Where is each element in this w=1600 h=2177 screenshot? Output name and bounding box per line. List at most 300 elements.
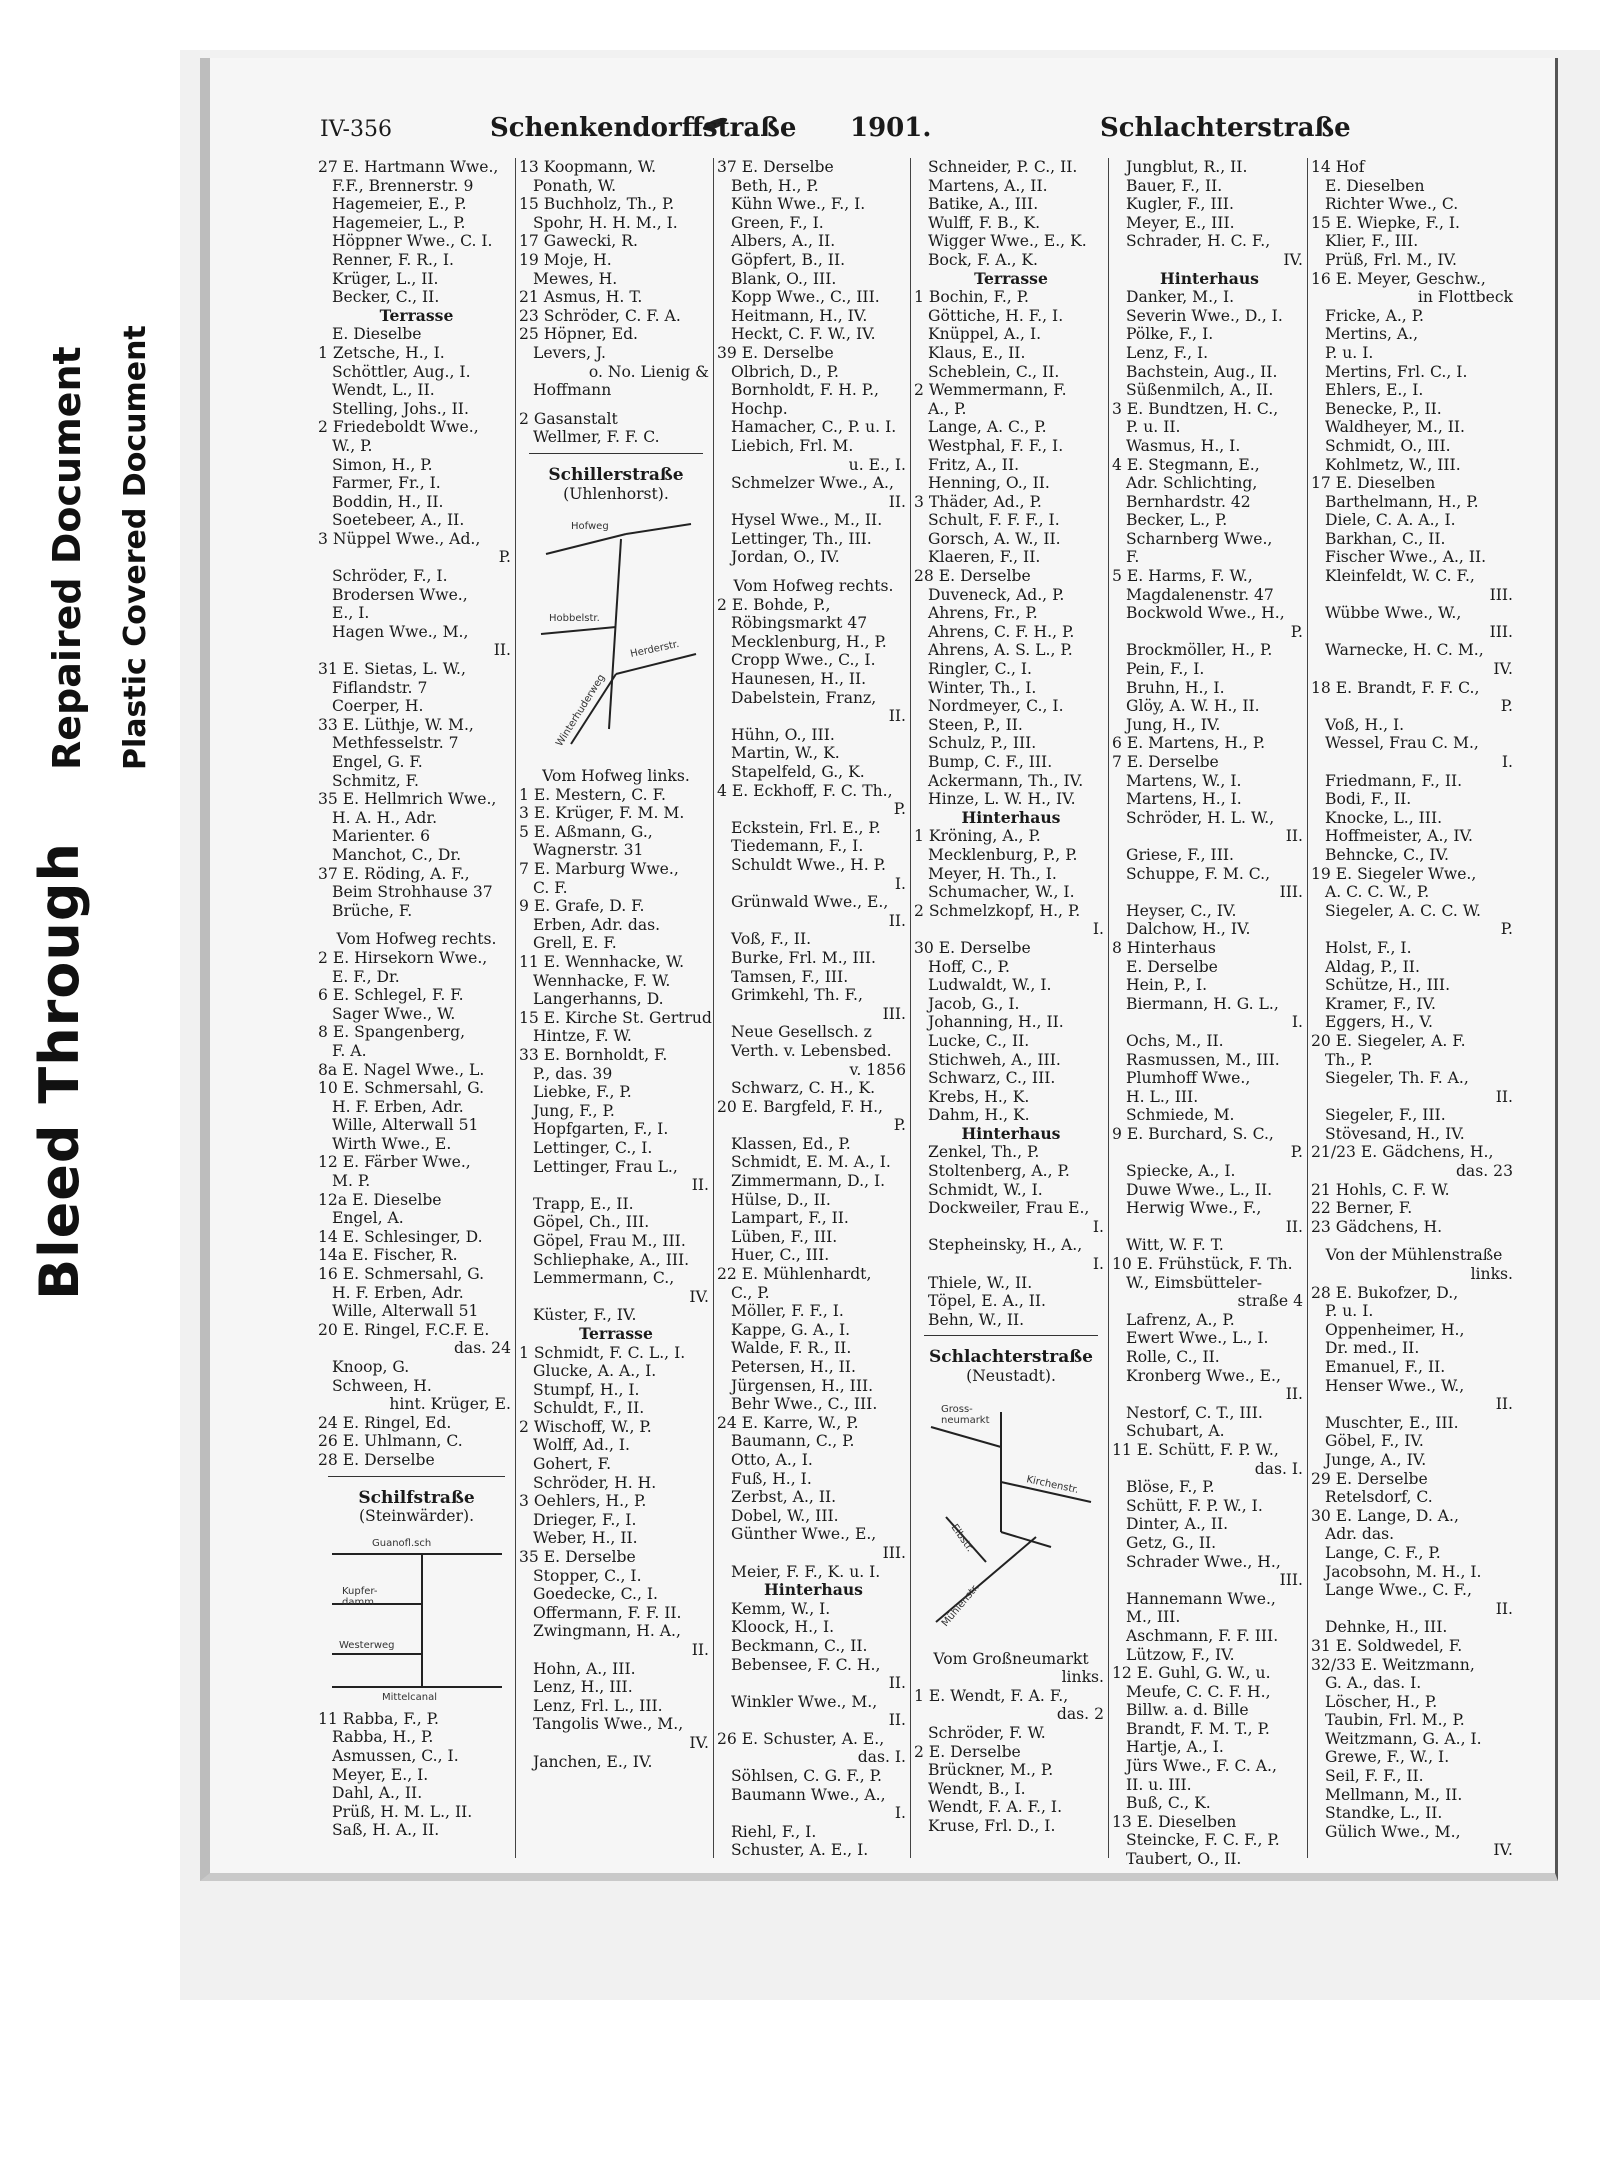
resident-entry: Ochs, M., II. bbox=[1126, 1031, 1224, 1050]
resident-entry: Zwingmann, H. A., bbox=[533, 1622, 681, 1641]
resident-entry: Drieger, F., I. bbox=[533, 1510, 637, 1529]
resident-entry: Junge, A., IV. bbox=[1325, 1450, 1427, 1469]
header-street-left: Schenkendorffstraße bbox=[490, 113, 797, 143]
entry-continuation: II. bbox=[1495, 1395, 1513, 1414]
entry-continuation: II. bbox=[888, 1674, 906, 1693]
street-heading: Schlachterstraße bbox=[929, 1347, 1093, 1368]
resident-entry: Mewes, H. bbox=[533, 269, 618, 288]
resident-entry: Scheblein, C., II. bbox=[928, 362, 1060, 381]
label-plastic-covered: Plastic Covered Document bbox=[118, 325, 153, 770]
map-label-kupferdamm: Kupfer-damm bbox=[341, 1585, 377, 1608]
resident-entry: Bock, F. A., K. bbox=[928, 250, 1038, 269]
house-entry: 3 E. Bundtzen, H. C., bbox=[1112, 399, 1279, 418]
resident-entry: H. F. Erben, Adr. bbox=[332, 1097, 464, 1116]
directory-column bbox=[1307, 158, 1517, 1858]
resident-entry: Hagen Wwe., M., bbox=[332, 622, 469, 641]
house-entry: 18 E. Brandt, F. F. C., bbox=[1311, 678, 1480, 697]
resident-entry: Liebke, F., P. bbox=[533, 1083, 632, 1102]
house-entry: 13 Koopmann, W. bbox=[519, 158, 657, 176]
resident-entry: Schmiede, M. bbox=[1126, 1106, 1235, 1125]
street-heading: Schillerstraße bbox=[548, 464, 684, 485]
entry-continuation: III. bbox=[1489, 622, 1513, 641]
entry-continuation: links. bbox=[1061, 1668, 1104, 1687]
map-label-hobbelstr: Hobbelstr. bbox=[549, 613, 600, 625]
resident-entry: Kemm, W., I. bbox=[731, 1599, 831, 1618]
entry-continuation: II. bbox=[888, 1711, 906, 1730]
entry-continuation: III. bbox=[1489, 585, 1513, 604]
schilfstrasse-map bbox=[327, 1532, 507, 1702]
house-entry: 37 E. Röding, A. F., bbox=[318, 864, 470, 883]
resident-entry: Schmelzer Wwe., A., bbox=[731, 474, 894, 493]
resident-entry: Wille, Alterwall 51 bbox=[332, 1116, 479, 1135]
direction-note: Vom Hofweg rechts. bbox=[733, 577, 894, 596]
street-heading: Schilfstraße bbox=[358, 1487, 475, 1508]
directory-columns bbox=[315, 158, 1515, 1869]
house-entry: 1 Schmidt, F. C. L., I. bbox=[519, 1343, 686, 1362]
resident-entry: Standke, L., II. bbox=[1325, 1804, 1443, 1823]
resident-entry: Trapp, E., II. bbox=[533, 1194, 634, 1213]
house-entry: 37 E. Derselbe bbox=[717, 158, 834, 176]
resident-entry: Brockmöller, H., P. bbox=[1126, 641, 1273, 660]
schlachterstrasse-map bbox=[926, 1392, 1096, 1642]
resident-entry: Bockwold Wwe., H., bbox=[1126, 604, 1285, 623]
resident-entry: Meier, F. F., K. u. I. bbox=[731, 1562, 881, 1581]
resident-entry: Söhlsen, C. G. F., P. bbox=[731, 1767, 882, 1786]
subsection-label: Hinterhaus bbox=[1160, 268, 1259, 288]
entry-continuation: das. I. bbox=[857, 1748, 906, 1767]
resident-entry: Diele, C. A. A., I. bbox=[1325, 511, 1456, 530]
resident-entry: Stichweh, A., III. bbox=[928, 1050, 1061, 1069]
resident-entry: Heyser, C., IV. bbox=[1126, 901, 1237, 920]
house-entry: 2 Schmelzkopf, H., P. bbox=[914, 901, 1081, 920]
resident-entry: Scharnberg Wwe., bbox=[1126, 529, 1273, 548]
resident-entry: Hein, P., I. bbox=[1126, 976, 1208, 995]
section-rule bbox=[529, 453, 703, 462]
resident-entry: Jung, H., IV. bbox=[1126, 715, 1221, 734]
house-entry: 16 E. Schmersahl, G. bbox=[318, 1265, 485, 1284]
resident-entry: Nordmeyer, C., I. bbox=[928, 697, 1064, 716]
resident-entry: Muschter, E., III. bbox=[1325, 1413, 1459, 1432]
street-district: (Neustadt). bbox=[966, 1367, 1056, 1385]
resident-entry: H. F. Erben, Adr. bbox=[332, 1283, 464, 1302]
house-entry: 28 E. Derselbe bbox=[318, 1450, 435, 1469]
resident-entry: Hülse, D., II. bbox=[731, 1190, 831, 1209]
resident-entry: Baumann Wwe., A., bbox=[731, 1785, 886, 1804]
resident-entry: Ahrens, C. F. H., P. bbox=[928, 622, 1075, 641]
house-entry: 22 E. Mühlenhardt, bbox=[717, 1265, 872, 1284]
resident-entry: Schrader Wwe., H., bbox=[1126, 1552, 1281, 1571]
resident-entry: M. P. bbox=[332, 1172, 371, 1191]
house-entry: 2 E. Bohde, P., bbox=[717, 595, 831, 614]
entry-continuation: P. bbox=[1500, 697, 1513, 716]
resident-entry: Jacob, G., I. bbox=[928, 994, 1020, 1013]
resident-entry: Klassen, Ed., P. bbox=[731, 1134, 851, 1153]
directory-column bbox=[713, 158, 910, 1858]
resident-entry: Winkler Wwe., M., bbox=[731, 1692, 878, 1711]
resident-entry: Knocke, L., III. bbox=[1325, 808, 1443, 827]
resident-entry: Hühn, O., III. bbox=[731, 725, 835, 744]
resident-entry: Jungblut, R., II. bbox=[1126, 158, 1248, 176]
resident-entry: Martens, H., I. bbox=[1126, 790, 1242, 809]
resident-entry: Wendt, B., I. bbox=[928, 1779, 1026, 1798]
resident-entry: Stapelfeld, G., K. bbox=[731, 763, 865, 781]
entry-continuation: III. bbox=[1279, 1571, 1303, 1590]
resident-entry: Schneider, P. C., II. bbox=[928, 158, 1078, 176]
resident-entry: Siegeler, A. C. C. W. bbox=[1325, 901, 1481, 920]
resident-entry: Lange, C. F., P. bbox=[1325, 1543, 1441, 1562]
house-entry: 1 Kröning, A., P. bbox=[914, 827, 1041, 846]
resident-entry: Schult, F. F. F., I. bbox=[928, 511, 1060, 530]
house-entry: 39 E. Derselbe bbox=[717, 343, 834, 362]
resident-entry: Huer, C., III. bbox=[731, 1246, 830, 1265]
resident-entry: Siegeler, F., III. bbox=[1325, 1106, 1446, 1125]
resident-entry: Duwe Wwe., L., II. bbox=[1126, 1180, 1273, 1199]
house-entry: 10 E. Frühstück, F. Th. bbox=[1112, 1255, 1293, 1274]
house-entry: 16 E. Meyer, Geschw., bbox=[1311, 269, 1486, 288]
resident-entry: Meyer, E., I. bbox=[332, 1765, 429, 1784]
resident-entry: Grimkehl, Th. F., bbox=[731, 986, 863, 1005]
page-header bbox=[320, 113, 1465, 147]
resident-entry: Hartje, A., I. bbox=[1126, 1738, 1224, 1757]
resident-entry: Brandt, F. M. T., P. bbox=[1126, 1719, 1270, 1738]
resident-entry: Pölke, F., I. bbox=[1126, 325, 1214, 344]
resident-entry: Danker, M., I. bbox=[1126, 288, 1235, 307]
resident-entry: Stepheinsky, H., A., bbox=[928, 1236, 1083, 1255]
house-entry: 15 E. Wiepke, F., I. bbox=[1311, 213, 1461, 232]
label-bleed-through: Bleed Through bbox=[28, 842, 91, 1300]
resident-entry: Haunesen, H., II. bbox=[731, 670, 867, 689]
resident-entry: Dahm, H., K. bbox=[928, 1106, 1030, 1125]
resident-entry: Voß, H., I. bbox=[1325, 715, 1405, 734]
resident-entry: Lettinger, C., I. bbox=[533, 1138, 653, 1157]
house-entry: 7 E. Marburg Wwe., bbox=[519, 860, 679, 879]
resident-entry: Langerhanns, D. bbox=[533, 990, 664, 1009]
resident-entry: Dockweiler, Frau E., bbox=[928, 1199, 1090, 1218]
resident-entry: Riehl, F., I. bbox=[731, 1822, 817, 1841]
resident-entry: H. A. H., Adr. bbox=[332, 808, 438, 827]
resident-entry: Rasmussen, M., III. bbox=[1126, 1050, 1280, 1069]
resident-entry: Süßenmilch, A., II. bbox=[1126, 381, 1274, 400]
resident-entry: Wille, Alterwall 51 bbox=[332, 1302, 479, 1321]
resident-entry: II. u. III. bbox=[1126, 1775, 1192, 1794]
resident-entry: Wolff, Ad., I. bbox=[533, 1436, 631, 1455]
resident-entry: Ewert Wwe., L., I. bbox=[1126, 1329, 1269, 1348]
resident-entry: Dahl, A., II. bbox=[332, 1784, 423, 1803]
house-entry: 2 Wischoff, W., P. bbox=[519, 1417, 652, 1436]
map-label-hofweg: Hofweg bbox=[571, 521, 609, 533]
resident-entry: Behncke, C., IV. bbox=[1325, 845, 1449, 864]
resident-entry: Dobel, W., III. bbox=[731, 1506, 839, 1525]
house-entry: 23 Gädchens, H. bbox=[1311, 1217, 1443, 1236]
resident-entry: Schubart, A. bbox=[1126, 1422, 1225, 1441]
resident-entry: H. L., III. bbox=[1126, 1087, 1199, 1106]
house-entry: 2 Gasanstalt bbox=[519, 409, 618, 428]
resident-entry: Kappe, G. A., I. bbox=[731, 1320, 851, 1339]
resident-entry: Hinze, L. W. H., IV. bbox=[928, 790, 1076, 809]
resident-entry: Plumhoff Wwe., bbox=[1126, 1069, 1251, 1088]
resident-entry: Göpel, Ch., III. bbox=[533, 1213, 650, 1232]
resident-entry: Ackermann, Th., IV. bbox=[928, 771, 1084, 790]
map-label-mittelcanal: Mittelcanal bbox=[381, 1691, 437, 1703]
resident-entry: Magdalenenstr. 47 bbox=[1126, 585, 1274, 604]
house-entry: 1 Bochin, F., P. bbox=[914, 288, 1029, 307]
resident-entry: Wennhacke, F. W. bbox=[533, 971, 671, 990]
house-entry: 3 Thäder, Ad., P. bbox=[914, 492, 1042, 511]
resident-entry: Brodersen Wwe., bbox=[332, 585, 468, 604]
resident-entry: Levers, J. bbox=[533, 343, 606, 362]
house-entry: 29 E. Derselbe bbox=[1311, 1469, 1428, 1488]
house-entry: 32/33 E. Weitzmann, bbox=[1311, 1655, 1475, 1674]
house-entry: 6 E. Martens, H., P. bbox=[1112, 734, 1266, 753]
resident-entry: Lützow, F., IV. bbox=[1126, 1645, 1235, 1664]
resident-entry: Schuldt, F., II. bbox=[533, 1399, 645, 1418]
resident-entry: Wendt, F. A. F., I. bbox=[928, 1798, 1063, 1817]
house-entry: 9 E. Grafe, D. F. bbox=[519, 897, 645, 916]
resident-entry: Kronberg Wwe., E., bbox=[1126, 1366, 1281, 1385]
map-label-grossneumarkt: Gross-neumarkt bbox=[941, 1403, 990, 1426]
entry-continuation: II. bbox=[493, 641, 511, 660]
entry-continuation: III. bbox=[1279, 883, 1303, 902]
resident-entry: Jacobsohn, M. H., I. bbox=[1325, 1562, 1482, 1581]
resident-entry: Löscher, H., P. bbox=[1325, 1692, 1438, 1711]
resident-entry: Lampart, F., II. bbox=[731, 1209, 849, 1228]
house-entry: 28 E. Bukofzer, D., bbox=[1311, 1283, 1459, 1302]
resident-entry: Duveneck, Ad., P. bbox=[928, 585, 1065, 604]
subsection-label: Terrasse bbox=[379, 305, 454, 325]
resident-entry: F. bbox=[1126, 548, 1140, 567]
resident-entry: Jürs Wwe., F. C. A., bbox=[1126, 1757, 1277, 1776]
entry-continuation: II. bbox=[888, 911, 906, 930]
schillerstrasse-map bbox=[531, 509, 701, 759]
resident-entry: Manchot, C., Dr. bbox=[332, 845, 462, 864]
house-entry: 24 E. Karre, W., P. bbox=[717, 1413, 859, 1432]
resident-entry: Wagnerstr. 31 bbox=[533, 841, 644, 860]
entry-continuation: das. 2 bbox=[1056, 1705, 1104, 1724]
directory-column bbox=[1108, 158, 1307, 1869]
house-entry: 11 E. Schütt, F. P. W., bbox=[1112, 1440, 1279, 1459]
resident-entry: Fischer Wwe., A., II. bbox=[1325, 548, 1487, 567]
entry-continuation: IV. bbox=[689, 1733, 709, 1752]
house-entry: 3 Oehlers, H., P. bbox=[519, 1492, 647, 1511]
resident-entry: Asmussen, C., I. bbox=[332, 1746, 459, 1765]
resident-entry: Witt, W. F. T. bbox=[1126, 1236, 1224, 1255]
resident-entry: Renner, F. R., I. bbox=[332, 250, 454, 269]
resident-entry: Walde, F. R., II. bbox=[731, 1339, 852, 1358]
resident-entry: Bernhardstr. 42 bbox=[1126, 492, 1251, 511]
house-entry: 20 E. Siegeler, A. F. bbox=[1311, 1031, 1466, 1050]
resident-entry: Barthelmann, H., P. bbox=[1325, 492, 1479, 511]
resident-entry: Hagemeier, L., P. bbox=[332, 213, 466, 232]
resident-entry: Neue Gesellsch. z bbox=[731, 1023, 872, 1042]
resident-entry: Martens, A., II. bbox=[928, 176, 1048, 195]
resident-entry: Simon, H., P. bbox=[332, 455, 433, 474]
entry-continuation: IV. bbox=[1493, 1841, 1513, 1860]
resident-entry: Kleinfeldt, W. C. F., bbox=[1325, 567, 1475, 586]
document-page bbox=[200, 58, 1558, 1881]
resident-entry: Hoffmann bbox=[533, 381, 612, 400]
resident-entry: Wendt, L., II. bbox=[332, 381, 435, 400]
entry-continuation: P. bbox=[893, 1116, 906, 1135]
resident-entry: Dalchow, H., IV. bbox=[1126, 920, 1251, 939]
house-entry: 8 E. Spangenberg, bbox=[318, 1023, 466, 1042]
resident-entry: Prüß, Frl. M., IV. bbox=[1325, 250, 1457, 269]
house-entry: 21 Asmus, H. T. bbox=[519, 288, 643, 307]
resident-entry: Richter Wwe., C. bbox=[1325, 195, 1459, 214]
resident-entry: Beim Strohhause 37 bbox=[332, 883, 493, 902]
house-entry: 31 E. Sietas, L. W., bbox=[318, 660, 466, 679]
subsection-label: Terrasse bbox=[974, 268, 1048, 288]
resident-entry: Kugler, F., III. bbox=[1126, 195, 1234, 214]
resident-entry: Wigger Wwe., E., K. bbox=[928, 232, 1087, 251]
house-entry: 8a E. Nagel Wwe., L. bbox=[318, 1060, 485, 1079]
resident-entry: Tangolis Wwe., M., bbox=[533, 1715, 684, 1734]
house-entry: 35 E. Hellmrich Wwe., bbox=[318, 790, 497, 809]
resident-entry: Günther Wwe., E., bbox=[731, 1525, 877, 1544]
resident-entry: Beth, H., P. bbox=[731, 176, 819, 195]
entry-continuation: P. bbox=[1290, 1143, 1303, 1162]
house-entry: 31 E. Soldwedel, F. bbox=[1311, 1636, 1463, 1655]
resident-entry: Heckt, C. F. W., IV. bbox=[731, 325, 876, 344]
resident-entry: Kohlmetz, W., III. bbox=[1325, 455, 1461, 474]
resident-entry: Adr. Schlichting, bbox=[1126, 474, 1258, 493]
resident-entry: Schröder, H. L. W., bbox=[1126, 808, 1275, 827]
resident-entry: Krebs, H., K. bbox=[928, 1087, 1030, 1106]
resident-entry: Stumpf, H., I. bbox=[533, 1380, 640, 1399]
resident-entry: P. u. II. bbox=[1126, 418, 1181, 437]
resident-entry: Göttiche, H. F., I. bbox=[928, 306, 1064, 325]
resident-entry: Röbingsmarkt 47 bbox=[731, 614, 868, 633]
spacer bbox=[1311, 1236, 1517, 1246]
entry-continuation: IV. bbox=[1283, 250, 1303, 269]
house-entry: 1 E. Mestern, C. F. bbox=[519, 785, 666, 804]
house-entry: 12 E. Guhl, G. W., u. bbox=[1112, 1664, 1271, 1683]
resident-entry: Hoffmeister, A., IV. bbox=[1325, 827, 1474, 846]
resident-entry: Fritz, A., II. bbox=[928, 455, 1020, 474]
resident-entry: W., Eimsbütteler- bbox=[1126, 1273, 1263, 1292]
header-year: 1901. bbox=[850, 113, 932, 143]
entry-continuation: straße 4 bbox=[1237, 1292, 1303, 1311]
resident-entry: Rabba, H., P. bbox=[332, 1728, 434, 1747]
section-rule bbox=[924, 1335, 1098, 1344]
page-number: IV-356 bbox=[320, 117, 392, 142]
resident-entry: Zerbst, A., II. bbox=[731, 1488, 837, 1507]
resident-entry: Jung, F., P. bbox=[533, 1101, 615, 1120]
resident-entry: Glucke, A. A., I. bbox=[533, 1362, 657, 1381]
resident-entry: Wirth Wwe., E. bbox=[332, 1134, 452, 1153]
resident-entry: Offermann, F. F. II. bbox=[533, 1603, 682, 1622]
house-entry: 11 E. Wennhacke, W. bbox=[519, 953, 685, 972]
resident-entry: Stopper, C., I. bbox=[533, 1566, 642, 1585]
resident-entry: Blöse, F., P. bbox=[1126, 1478, 1215, 1497]
directory-column bbox=[515, 158, 713, 1858]
house-entry: 20 E. Bargfeld, F. H., bbox=[717, 1097, 883, 1116]
resident-entry: Henning, O., II. bbox=[928, 474, 1050, 493]
entry-continuation: I. bbox=[894, 1804, 906, 1823]
resident-entry: Schulz, P., III. bbox=[928, 734, 1037, 753]
resident-entry: Hohn, A., III. bbox=[533, 1659, 636, 1678]
house-entry: 8 Hinterhaus bbox=[1112, 938, 1216, 957]
resident-entry: Janchen, E., IV. bbox=[533, 1752, 653, 1771]
resident-entry: Schwarz, C. H., K. bbox=[731, 1079, 876, 1098]
resident-entry: Schuster, A. E., I. bbox=[731, 1841, 869, 1860]
resident-entry: Gülich Wwe., M., bbox=[1325, 1822, 1461, 1841]
resident-entry: Bornholdt, F. H. P., bbox=[731, 381, 879, 400]
resident-entry: Heitmann, H., IV. bbox=[731, 306, 868, 325]
resident-entry: Töpel, E. A., II. bbox=[928, 1292, 1047, 1311]
house-entry: 12a E. Dieselbe bbox=[318, 1190, 442, 1209]
resident-entry: Weitzmann, G. A., I. bbox=[1325, 1729, 1482, 1748]
resident-entry: Schröder, F. W. bbox=[928, 1723, 1046, 1742]
map-label-westerweg: Westerweg bbox=[338, 1639, 395, 1651]
resident-entry: Brückner, M., P. bbox=[928, 1761, 1054, 1780]
house-entry: 3 E. Krüger, F. M. M. bbox=[519, 804, 685, 823]
house-entry: 2 Friedeboldt Wwe., bbox=[318, 418, 479, 437]
resident-entry: Aschmann, F. F. III. bbox=[1126, 1626, 1279, 1645]
resident-entry: Hopfgarten, F., I. bbox=[533, 1120, 669, 1139]
resident-entry: Martin, W., K. bbox=[731, 744, 840, 763]
house-entry: 26 E. Schuster, A. E., bbox=[717, 1729, 885, 1748]
house-entry: 6 E. Schlegel, F. F. bbox=[318, 986, 464, 1005]
entry-continuation: II. bbox=[1495, 1087, 1513, 1106]
directory-column bbox=[315, 158, 515, 1858]
resident-entry: Ringler, C., I. bbox=[928, 660, 1032, 679]
street-district: (Uhlenhorst). bbox=[563, 484, 669, 503]
house-entry: 33 E. Bornholdt, F. bbox=[519, 1046, 668, 1064]
spacer bbox=[519, 400, 713, 410]
resident-entry: Beckmann, C., II. bbox=[731, 1636, 868, 1655]
resident-entry: Schöttler, Aug., I. bbox=[332, 362, 471, 381]
resident-entry: Adr. das. bbox=[1325, 1525, 1395, 1544]
resident-entry: Sager Wwe., W. bbox=[332, 1004, 456, 1023]
resident-entry: Engel, A. bbox=[332, 1209, 404, 1228]
resident-entry: Tiedemann, F., I. bbox=[731, 837, 864, 856]
entry-continuation: I. bbox=[1291, 1013, 1303, 1032]
resident-entry: G. A., das. I. bbox=[1325, 1674, 1422, 1693]
house-entry: 12 E. Färber Wwe., bbox=[318, 1153, 471, 1172]
resident-entry: Meufe, C. C. F. H., bbox=[1126, 1682, 1271, 1701]
entry-continuation: III. bbox=[882, 1543, 906, 1562]
resident-entry: Lenz, Frl. L., III. bbox=[533, 1696, 663, 1715]
resident-entry: Baumann, C., P. bbox=[731, 1432, 855, 1451]
house-entry: 14 Hof bbox=[1311, 158, 1365, 176]
entry-continuation: II. bbox=[691, 1641, 709, 1659]
entry-continuation: das. 24 bbox=[453, 1339, 511, 1358]
resident-entry: Biermann, H. G. L., bbox=[1126, 994, 1279, 1013]
resident-entry: Westphal, F. F., I. bbox=[928, 436, 1064, 455]
resident-entry: Albers, A., II. bbox=[731, 232, 836, 251]
resident-entry: Lange Wwe., C. F., bbox=[1325, 1581, 1472, 1600]
resident-entry: Olbrich, D., P. bbox=[731, 362, 839, 381]
resident-entry: Gohert, F. bbox=[533, 1455, 612, 1474]
resident-entry: Schmidt, E. M. A., I. bbox=[731, 1153, 891, 1172]
entry-continuation: III. bbox=[882, 1004, 906, 1023]
resident-entry: Batike, A., III. bbox=[928, 195, 1039, 214]
entry-continuation: I. bbox=[1501, 753, 1513, 771]
resident-entry: Schumacher, W., I. bbox=[928, 883, 1075, 902]
map-label-kirchenstr: Kirchenstr. bbox=[1025, 1473, 1080, 1496]
house-entry: 14a E. Fischer, R. bbox=[318, 1246, 458, 1265]
house-entry: 22 Berner, F. bbox=[1311, 1199, 1413, 1218]
house-entry: 21/23 E. Gädchens, H., bbox=[1311, 1143, 1494, 1162]
resident-entry: Benecke, P., II. bbox=[1325, 399, 1442, 418]
resident-entry: Weber, H., II. bbox=[533, 1529, 638, 1548]
resident-entry: Green, F., I. bbox=[731, 213, 824, 232]
resident-entry: Dehnke, H., III. bbox=[1325, 1618, 1448, 1637]
resident-entry: Lenz, H., III. bbox=[533, 1678, 633, 1697]
resident-entry: Retelsdorf, C. bbox=[1325, 1488, 1433, 1507]
resident-entry: Behn, W., II. bbox=[928, 1310, 1025, 1329]
resident-entry: Ahrens, A. S. L., P. bbox=[928, 641, 1073, 660]
